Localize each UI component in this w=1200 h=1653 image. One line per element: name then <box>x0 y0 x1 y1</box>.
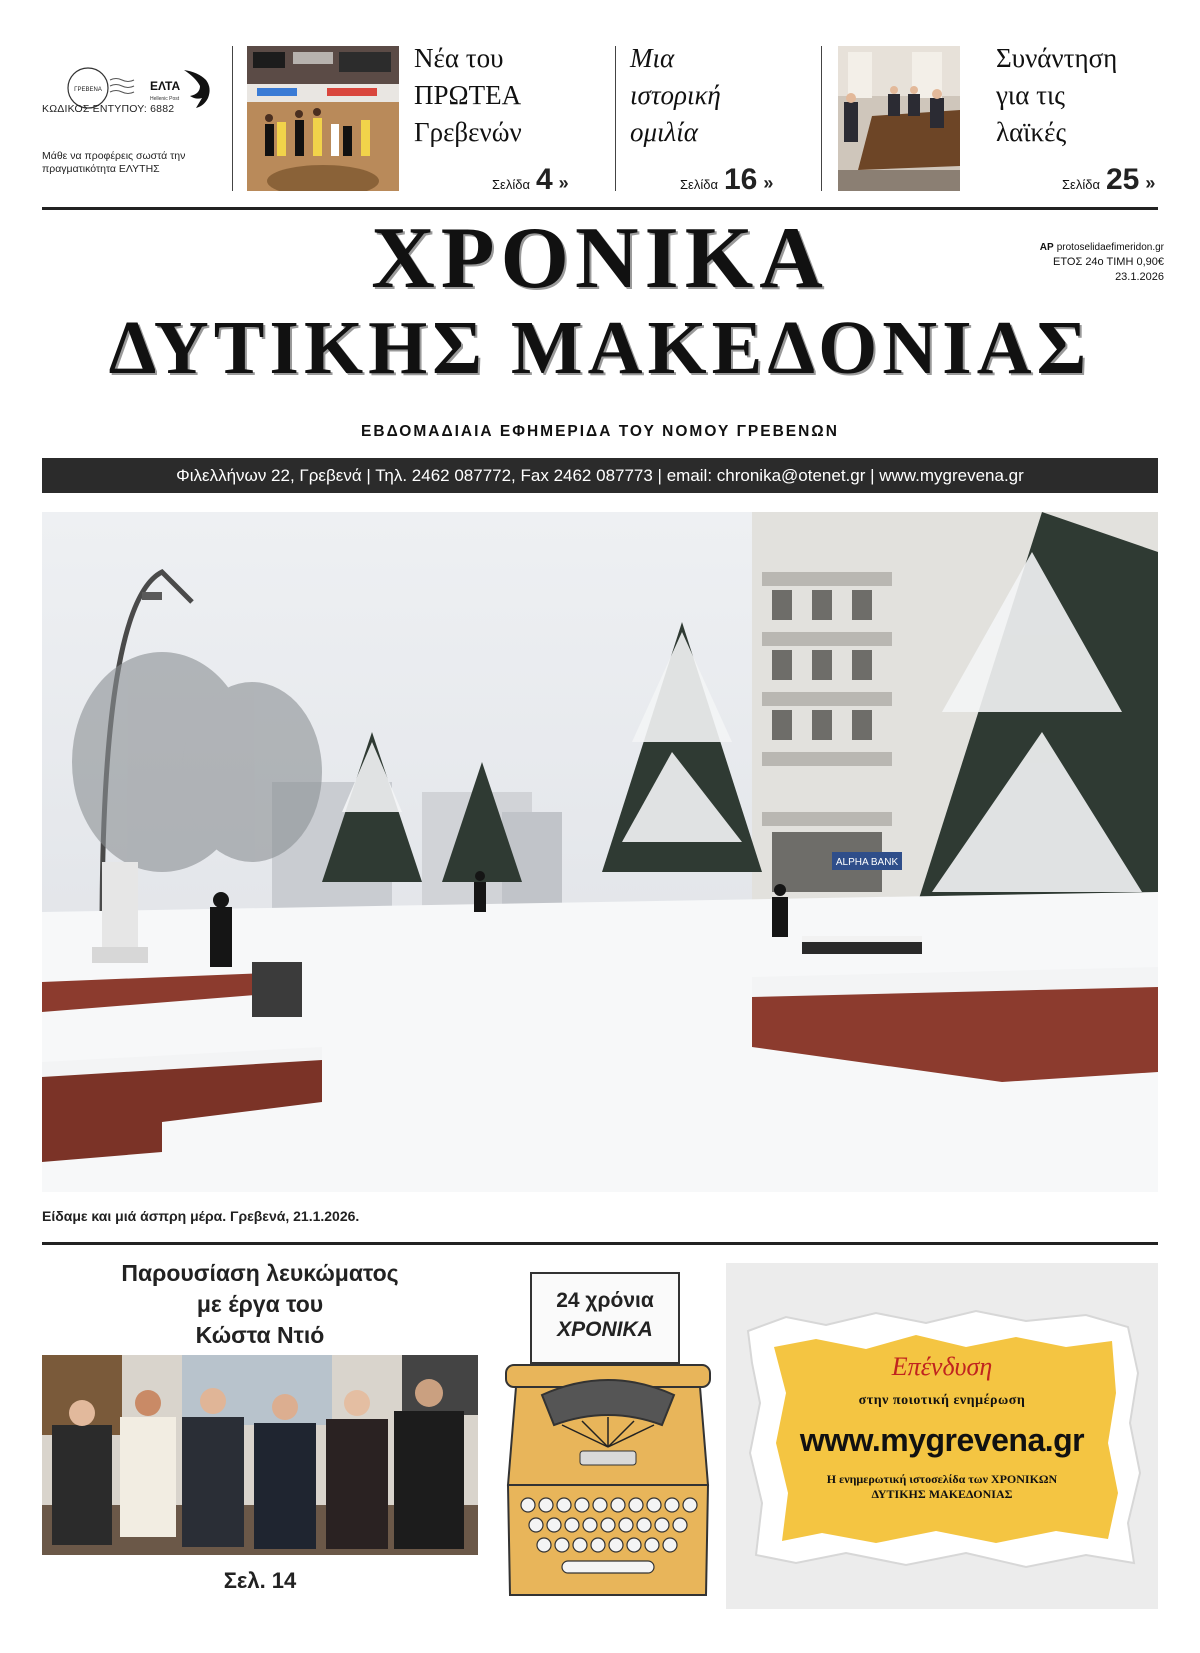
album-page-link[interactable]: Σελ. 14 <box>223 1568 297 1593</box>
teaser-3-title[interactable]: Συνάντηση για τις λαϊκές <box>996 43 1118 147</box>
masthead-title: ΧΡΟΝΙΚΑ <box>371 210 829 307</box>
typewriter-icon <box>502 1355 714 1603</box>
year-price: ΕΤΟΣ 24ο ΤΙΜΗ 0,90€ <box>1053 256 1164 268</box>
tagline: ΕΒΔΟΜΑΔΙΑΙΑ ΕΦΗΜΕΡΙΔΑ ΤΟΥ ΝΟΜΟΥ ΓΡΕΒΕΝΩΝ <box>361 423 839 440</box>
teaser-1-page-link[interactable]: Σελίδα 4 » <box>492 163 569 196</box>
divider <box>232 46 233 191</box>
postal-stamp-label: ΕΛΤΑ <box>150 79 181 93</box>
masthead-subtitle: ΔΥΤΙΚΗΣ ΜΑΚΕΔΟΝΙΑΣ <box>108 306 1092 390</box>
ad-url-link[interactable]: www.mygrevena.gr <box>799 1422 1085 1458</box>
divider <box>615 46 616 191</box>
print-code: ΚΩΔΙΚΟΣ ΕΝΤΥΠΟΥ: 6882 <box>42 103 175 115</box>
teaser-2-page-link[interactable]: Σελίδα 16 » <box>680 163 774 196</box>
main-photo-snowy-square[interactable] <box>42 512 1158 1192</box>
ad-description: Η ενημερωτική ιστοσελίδα των ΧΡΟΝΙΚΩΝ ΔΥΤΙΚΗΣ ΜΑΚΕΔΟΝΙΑΣ <box>826 1472 1058 1501</box>
meeting-photo[interactable] <box>838 46 960 191</box>
postal-stamp-sub: Hellenic Post <box>150 96 180 102</box>
bank-sign-text: ALPHA BANK <box>835 857 899 868</box>
teaser-3-page-link[interactable]: Σελίδα 25 » <box>1062 163 1156 196</box>
contact-info: Φιλελλήνων 22, Γρεβενά | Τηλ. 2462 087772, Fax 2462 087773 | email: chronika@otenet.gr | www.mygrevena.gr <box>176 465 1024 485</box>
ad-subtitle: στην ποιοτική ενημέρωση <box>858 1393 1026 1408</box>
teaser-1-title[interactable]: Νέα του ΠΡΩΤΕΑ Γρεβενών <box>414 43 522 147</box>
issue-prefix: ΑΡ <box>1039 242 1054 253</box>
anniversary-brand: ΧΡΟΝΙΚΑ <box>557 1318 653 1341</box>
basketball-photo[interactable] <box>247 46 399 191</box>
photo-caption: Είδαμε και μιά άσπρη μέρα. Γρεβενά, 21.1.2026. <box>42 1208 360 1224</box>
album-headline[interactable]: Παρουσίαση λευκώματος με έργα του Κώστα Ντιό <box>121 1260 399 1348</box>
issue-meta <box>996 240 1164 285</box>
issue-date: 23.1.2026 <box>1115 271 1164 283</box>
anniversary-paper <box>530 1272 680 1364</box>
divider <box>821 46 822 191</box>
motto-quote: Μάθε να προφέρεις σωστά την πραγματικότητα ΕΛΥΤΗΣ <box>42 150 186 175</box>
ad-title: Επένδυση <box>891 1352 993 1381</box>
contact-bar <box>42 458 1158 493</box>
teaser-2-title[interactable]: Μια ιστορική ομιλία <box>630 43 721 147</box>
site-watermark: protoselidaefimeridon.gr <box>1056 242 1164 253</box>
album-group-photo[interactable] <box>42 1355 478 1555</box>
anniversary-years: 24 χρόνια <box>556 1289 654 1312</box>
postal-circle-text: ΓΡΕΒΕΝΑ <box>74 87 102 93</box>
mid-rule <box>42 1242 1158 1245</box>
